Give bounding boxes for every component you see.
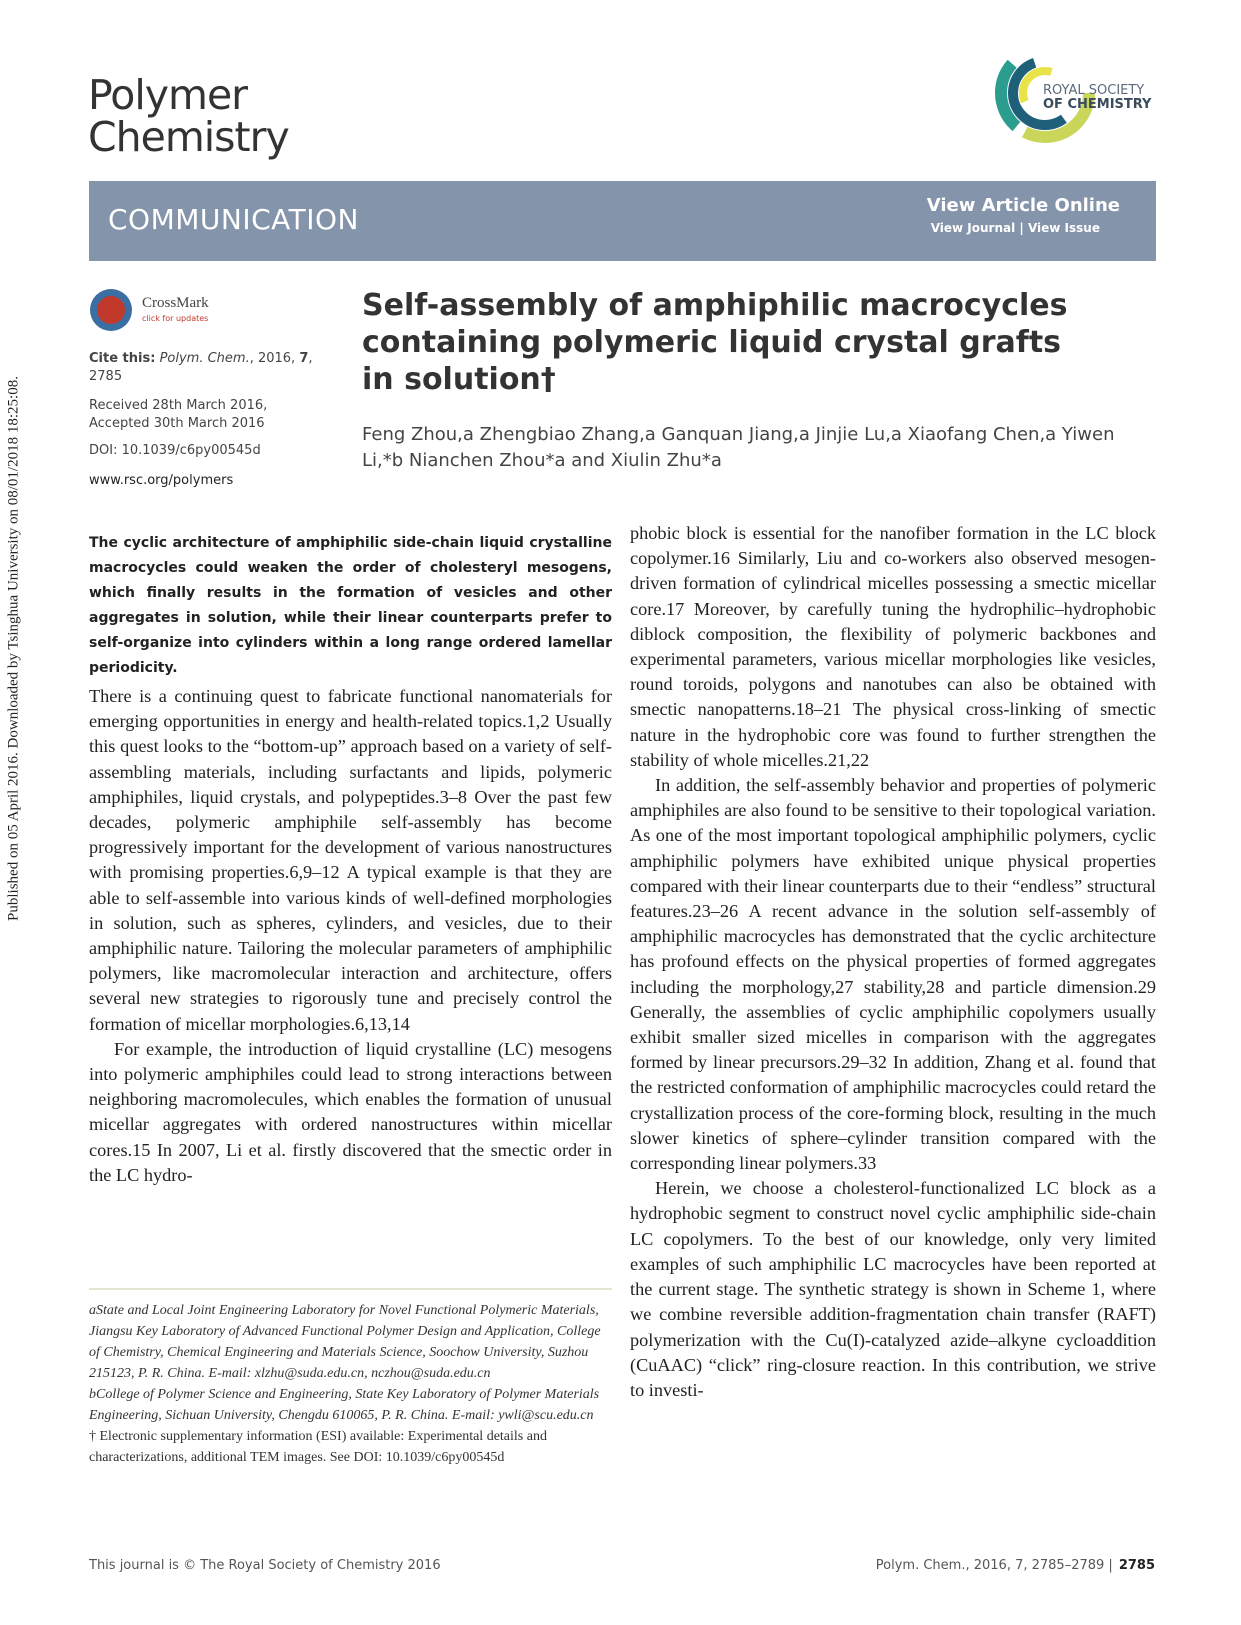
journal-title-line1: Polymer <box>88 71 248 119</box>
view-journal-link[interactable]: View Journal <box>930 221 1016 235</box>
copyright-footer: This journal is © The Royal Society of Chemistry 2016 <box>89 1558 441 1573</box>
publisher-line1: ROYAL SOCIETY <box>1043 83 1145 98</box>
publisher-name <box>1043 84 1151 112</box>
crossmark-icon <box>90 289 132 331</box>
body-right-column <box>630 521 1156 1403</box>
affiliation-a: aState and Local Joint Engineering Laboratory for Novel Functional Polymeric Materials, Jiangsu Key Laboratory of Advanced Functional Polymer Design and Application, College of Chemistry, Chemical Engineering and Materials Science, Soochow University, Suzhou 215123, P. R. China. E-mail: xlzhu@suda.edu.cn, nczhou@suda.edu.cn <box>89 1303 601 1381</box>
cite-label: Cite this: <box>89 351 156 366</box>
affiliation-b: bCollege of Polymer Science and Engineering, State Key Laboratory of Polymer Materials Engineering, Sichuan University, Chengdu 610065, P. R. China. E-mail: ywli@scu.edu.cn <box>89 1387 600 1423</box>
view-issue-link[interactable]: View Issue <box>1027 221 1100 235</box>
footnote-divider <box>89 1288 612 1290</box>
download-notice-text: Published on 05 April 2016. Downloaded by Tsinghua University on 08/01/2018 18:25:08. <box>5 376 22 921</box>
abstract: The cyclic architecture of amphiphilic side-chain liquid crystalline macrocycles could weaken the order of cholesteryl mesogens, which finally results in the formation of vesicles and other aggregates in solution, while their linear counterparts prefer to self-organize into cylinders within a long range ordered lamellar periodicity. <box>89 535 612 676</box>
accepted-date: Accepted 30th March 2016 <box>89 416 265 431</box>
view-article-online-link[interactable]: View Article Online <box>926 195 1120 216</box>
received-date: Received 28th March 2016, <box>89 398 268 413</box>
footnotes <box>89 1300 612 1468</box>
crossmark-label: CrossMark <box>142 295 209 311</box>
esi-note: † Electronic supplementary information (ESI) available: Experimental details and characterizations, additional TEM images. See DOI: 10.1039/c6py00545d <box>89 1429 547 1465</box>
body-paragraph: Herein, we choose a cholesterol-functionalized LC block as a hydrophobic segment to construct novel cyclic amphiphilic side-chain LC copolymers. To the best of our knowledge, only very limited examples of such amphiphilic LC macrocycles have been reported at the current stage. The synthetic strategy is shown in Scheme 1, where we combine reversible addition-fragmentation chain transfer (RAFT) polymerization with the Cu(I)-catalyzed azide–alkyne cycloaddition (CuAAC) “click” ring-closure reaction. In this contribution, we strive to investi- <box>630 1178 1156 1400</box>
body-paragraph: For example, the introduction of liquid crystalline (LC) mesogens into polymeric amphiphiles could lead to strong interactions between neighboring macromolecules, which enables the formation of unusual micellar aggregates with ordered nanostructures within micellar cores.15 In 2007, Li et al. firstly discovered that the smectic order in the LC hydro- <box>89 1038 612 1185</box>
doi[interactable]: DOI: 10.1039/c6py00545d <box>89 443 261 458</box>
cite-page: 2785 <box>89 369 123 384</box>
banner-links <box>931 221 1100 235</box>
body-paragraph: There is a continuing quest to fabricate functional nanomaterials for emerging opportunities in energy and health-related topics.1,2 Usually this quest looks to the “bottom-up” approach based on a variety of self-assembling materials, including surfactants and lipids, polymeric amphiphiles, liquid crystals, and polypeptides.3–8 Over the past few decades, polymeric amphiphile self-assembly has become progressively important for the development of various nanostructures with promising properties.6,9–12 A typical example is that they are able to self-assemble into various kinds of well-defined morphologies in solution, such as spheres, cylinders, and vesicles, due to their amphiphilic nature. Tailoring the molecular parameters of amphiphilic polymers, like macromolecular interaction and architecture, offers several new strategies to rigorously tune and precisely control the formation of micellar morphologies.6,13,14 <box>89 686 612 1034</box>
citation <box>89 350 313 386</box>
journal-title <box>88 71 289 161</box>
publisher-line2: OF CHEMISTRY <box>1043 97 1152 112</box>
page-number: 2785 <box>1118 1558 1155 1573</box>
body-paragraph: phobic block is essential for the nanofiber formation in the LC block copolymer.16 Similarly, Liu and co-workers also observed mesogen-driven formation of cylindrical micelles possessing a smectic micellar core.17 Moreover, by carefully tuning the hydrophilic–hydrophobic diblock composition, the flexibility of polymeric backbones and experimental parameters, various micellar morphologies like vesicles, round toroids, polygons and nanotubes can also be obtained with smectic nanopatterns.18–21 The physical cross-linking of smectic nature in the hydrophobic core was found to further strengthen the stability of whole micelles.21,22 <box>630 523 1156 770</box>
banner-link-separator: | <box>1015 221 1028 235</box>
cite-volume: 7 <box>299 351 309 366</box>
journal-url[interactable]: www.rsc.org/polymers <box>89 473 234 488</box>
cite-year: , 2016, <box>249 351 300 366</box>
cite-comma: , <box>308 351 313 366</box>
journal-title-line2: Chemistry <box>88 113 289 161</box>
crossmark-badge[interactable] <box>90 289 230 337</box>
page-footer <box>876 1558 1155 1573</box>
article-title: Self-assembly of amphiphilic macrocycles containing polymeric liquid crystal grafts in solution† <box>362 288 1068 397</box>
crossmark-sub: click for updates <box>142 314 209 323</box>
download-notice <box>4 340 28 960</box>
cite-journal: Polym. Chem. <box>159 351 250 366</box>
article-type: COMMUNICATION <box>108 203 359 236</box>
body-paragraph: In addition, the self-assembly behavior and properties of polymeric amphiphiles are also found to be sensitive to their topological variation. As one of the most important topological amphiphilic polymers, cyclic amphiphilic polymers have exhibited unique physical properties compared with their linear counterparts due to their “endless” structural features.23–26 A recent advance in the solution self-assembly of amphiphilic macrocycles has demonstrated that the cyclic architecture has profound effects on the physical properties of formed aggregates including the morphology,27 stability,28 and particle dimension.29 Generally, the assemblies of cyclic amphiphilic copolymers usually exhibit smaller sized micelles in comparison with the aggregates formed by linear precursors.29–32 In addition, Zhang et al. found that the restricted conformation of amphiphilic macrocycles could retard the crystallization process of the core-forming block, resulting in the much slower kinetics of sphere–cylinder transition compared with the corresponding linear polymers.33 <box>630 775 1156 1174</box>
body-left-column <box>89 684 612 1188</box>
article-type-banner <box>89 181 1156 261</box>
author-list: Feng Zhou,a Zhengbiao Zhang,a Ganquan Jiang,a Jinjie Lu,a Xiaofang Chen,a Yiwen Li,*b Nianchen Zhou*a and Xiulin Zhu*a <box>362 424 1115 471</box>
footer-citation: Polym. Chem., 2016, 7, 2785–2789 | <box>875 1558 1113 1573</box>
